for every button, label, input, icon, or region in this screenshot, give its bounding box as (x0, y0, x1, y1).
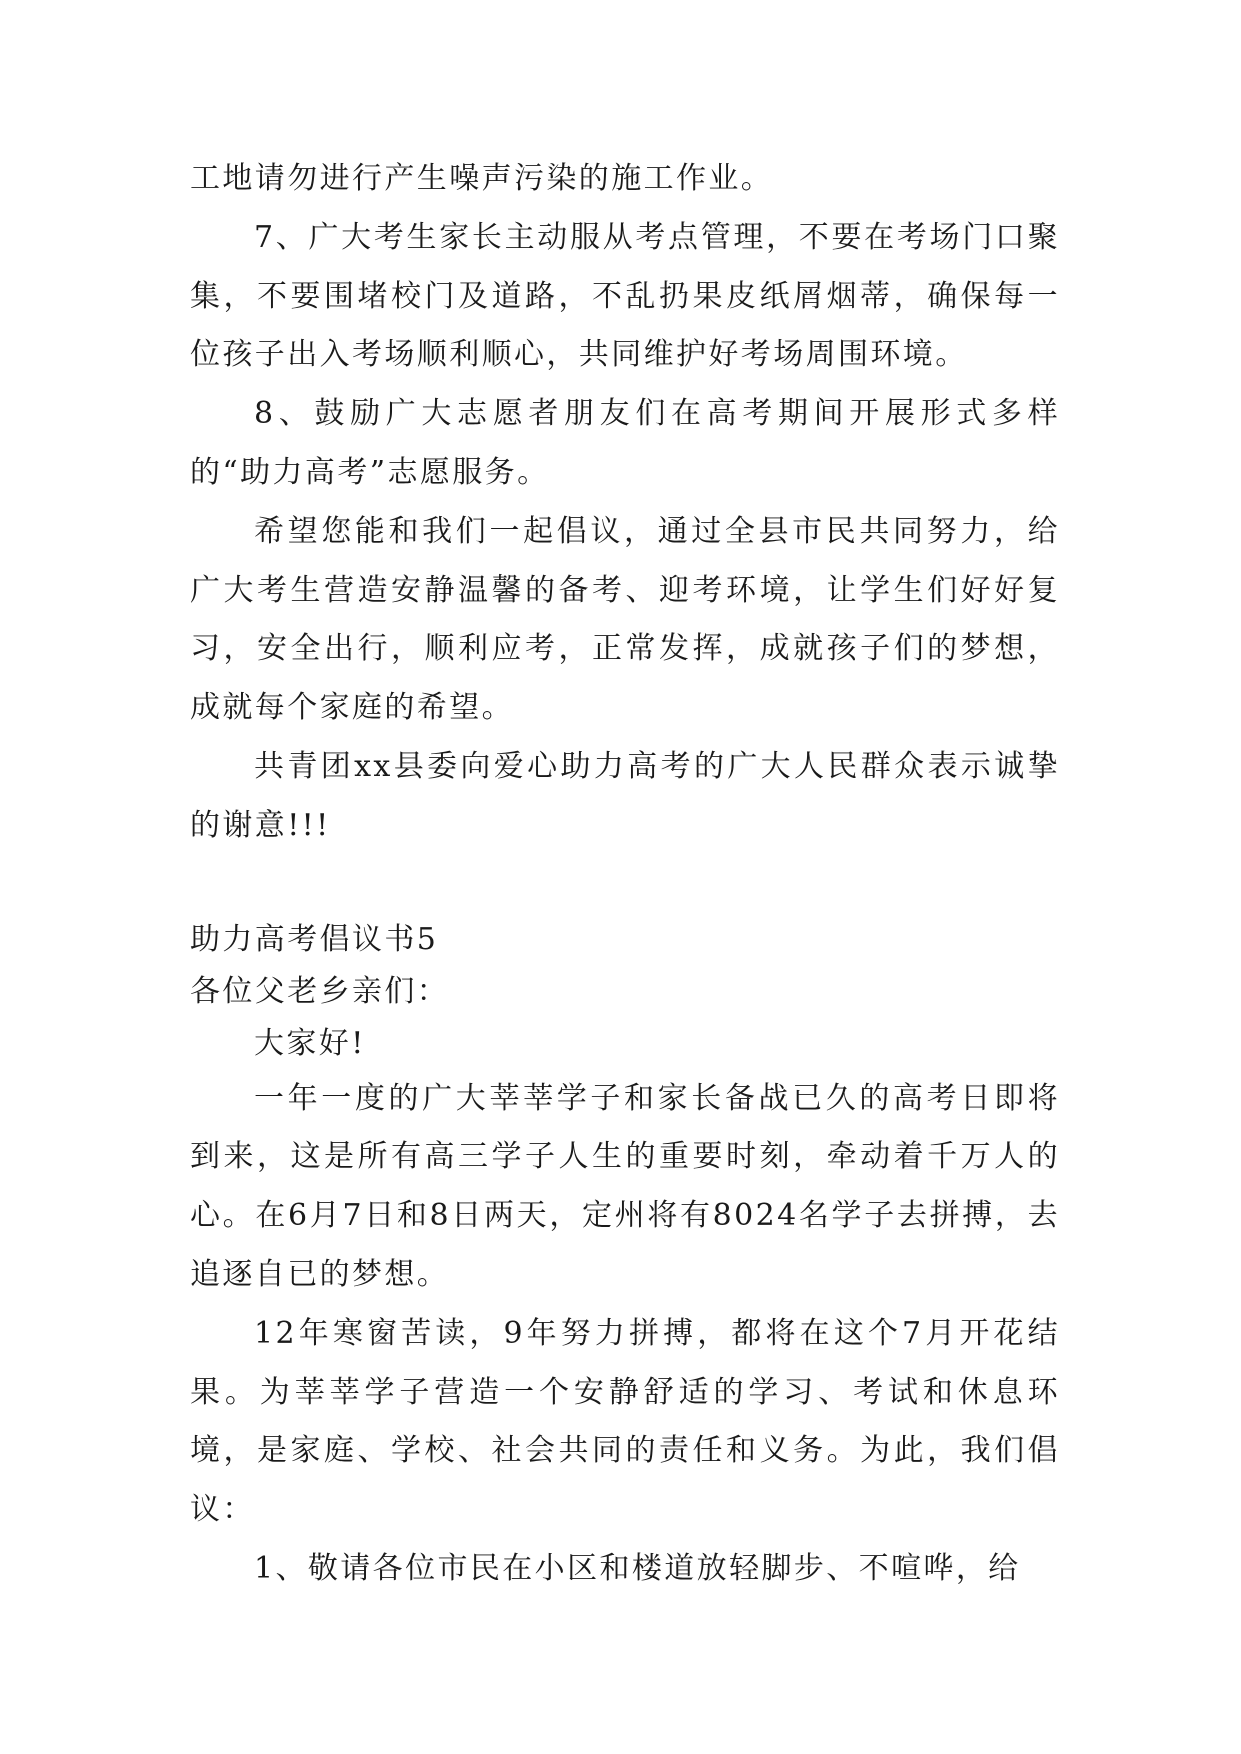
paragraph-responsibility: 12年寒窗苦读，9年努力拼搏，都将在这个7月开花结果。为莘莘学子营造一个安静舒适的学习、考试和休息环境，是家庭、学校、社会共同的责任和义务。为此，我们倡议： (190, 1315, 1060, 1528)
greeting: 大家好! (254, 1025, 366, 1061)
paragraph-item-8: 8、鼓励广大志愿者朋友们在高考期间开展形式多样的“助力高考”志愿服务。 (190, 396, 1060, 490)
section-title: 助力高考倡议书5 (190, 921, 439, 957)
paragraph-item-1: 1、敬请各位市民在小区和楼道放轻脚步、不喧哗，给 (254, 1550, 1021, 1586)
paragraph-hope: 希望您能和我们一起倡议，通过全县市民共同努力，给广大考生营造安静温馨的备考、迎考环境，让学生们好好复习，安全出行，顺利应考，正常发挥，成就孩子们的梦想，成就每个家庭的希望。 (190, 513, 1060, 726)
paragraph-item-7: 7、广大考生家长主动服从考点管理，不要在考场门口聚集，不要围堵校门及道路，不乱扔果皮纸屑烟蒂，确保每一位孩子出入考场顺利顺心，共同维护好考场周围环境。 (190, 219, 1060, 373)
section-gap (190, 856, 1060, 914)
paragraph-thanks: 共青团xx县委向爱心助力高考的广大人民群众表示诚挚的谢意!!! (190, 748, 1060, 843)
document-body (190, 150, 1060, 1599)
salutation: 各位父老乡亲们： (190, 973, 450, 1009)
paragraph-continued: 工地请勿进行产生噪声污染的施工作业。 (190, 161, 774, 196)
paragraph-intro: 一年一度的广大莘莘学子和家长备战已久的高考日即将到来，这是所有高三学子人生的重要时刻，牵动着千万人的心。在6月7日和8日两天，定州将有8024名学子去拼搏，去追逐自已的梦想。 (190, 1080, 1060, 1292)
